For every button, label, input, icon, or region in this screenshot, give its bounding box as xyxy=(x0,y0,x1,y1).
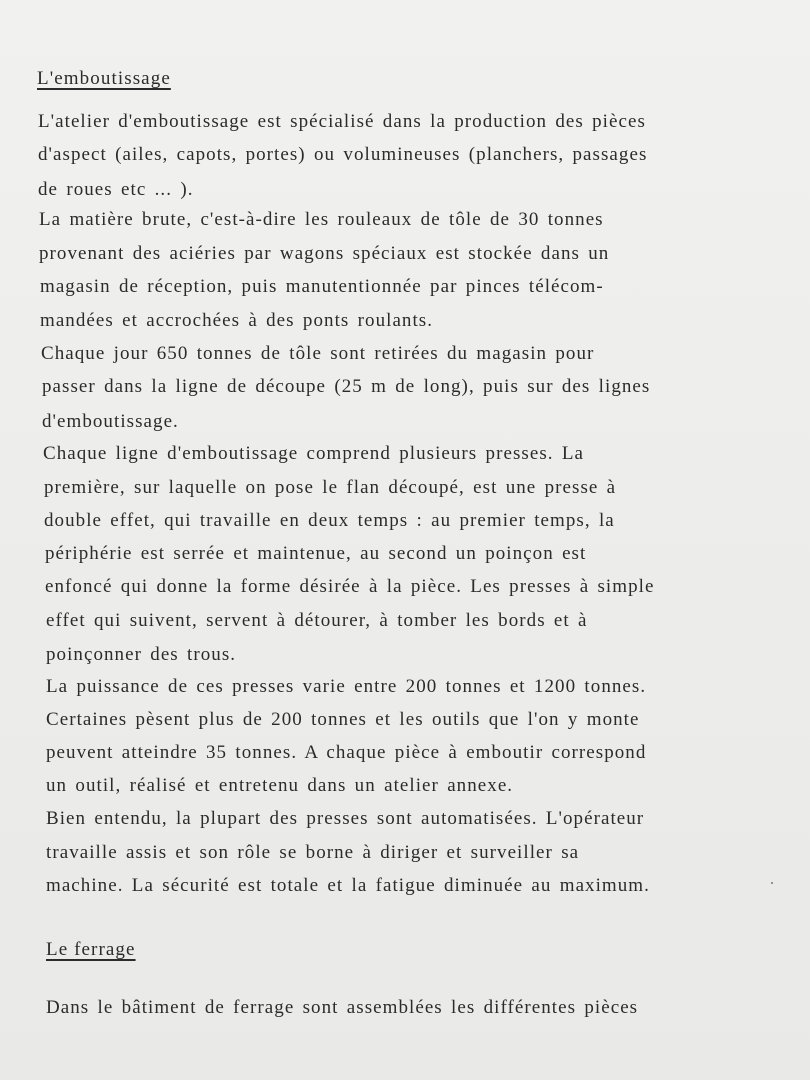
section-heading-emboutissage: L'emboutissage xyxy=(37,68,171,89)
text-line: Certaines pèsent plus de 200 tonnes et les outils que l'on y monte xyxy=(46,709,640,730)
text-line: enfoncé qui donne la forme désirée à la pièce. Les presses à simple xyxy=(45,576,655,597)
text-line: première, sur laquelle on pose le flan découpé, est une presse à xyxy=(44,477,617,498)
text-line: La matière brute, c'est-à-dire les rouleaux de tôle de 30 tonnes xyxy=(39,209,604,230)
text-line: mandées et accrochées à des ponts roulants. xyxy=(40,310,434,331)
text-line: Chaque ligne d'emboutissage comprend plusieurs presses. La xyxy=(43,443,585,464)
text-line: magasin de réception, puis manutentionnée par pinces télécom- xyxy=(40,276,604,297)
text-line: Chaque jour 650 tonnes de tôle sont retirées du magasin pour xyxy=(41,343,595,364)
text-line: La puissance de ces presses varie entre 200 tonnes et 1200 tonnes. xyxy=(46,676,647,697)
text-line: Dans le bâtiment de ferrage sont assemblées les différentes pièces xyxy=(46,997,639,1018)
text-line: poinçonner des trous. xyxy=(46,644,237,665)
section-heading-ferrage: Le ferrage xyxy=(46,939,136,960)
text-line: de roues etc ... ). xyxy=(38,179,194,200)
text-line: travaille assis et son rôle se borne à diriger et surveiller sa xyxy=(46,842,580,863)
text-line: périphérie est serrée et maintenue, au second un poinçon est xyxy=(45,543,587,564)
text-line: L'atelier d'emboutissage est spécialisé dans la production des pièces xyxy=(38,111,646,132)
text-line: machine. La sécurité est totale et la fatigue diminuée au maximum. xyxy=(46,875,650,896)
text-line: Bien entendu, la plupart des presses sont automatisées. L'opérateur xyxy=(46,808,645,829)
text-line: d'aspect (ailes, capots, portes) ou volumineuses (planchers, passages xyxy=(38,144,648,165)
text-line: peuvent atteindre 35 tonnes. A chaque pièce à emboutir correspond xyxy=(46,742,647,763)
text-line: d'emboutissage. xyxy=(42,411,179,432)
text-line: effet qui suivent, servent à détourer, à tomber les bords et à xyxy=(46,610,588,631)
paper-speck xyxy=(771,882,773,884)
text-line: un outil, réalisé et entretenu dans un atelier annexe. xyxy=(46,775,514,796)
text-line: double effet, qui travaille en deux temps : au premier temps, la xyxy=(44,510,615,531)
text-line: passer dans la ligne de découpe (25 m de long), puis sur des lignes xyxy=(42,376,651,397)
text-line: provenant des aciéries par wagons spéciaux est stockée dans un xyxy=(39,243,610,264)
